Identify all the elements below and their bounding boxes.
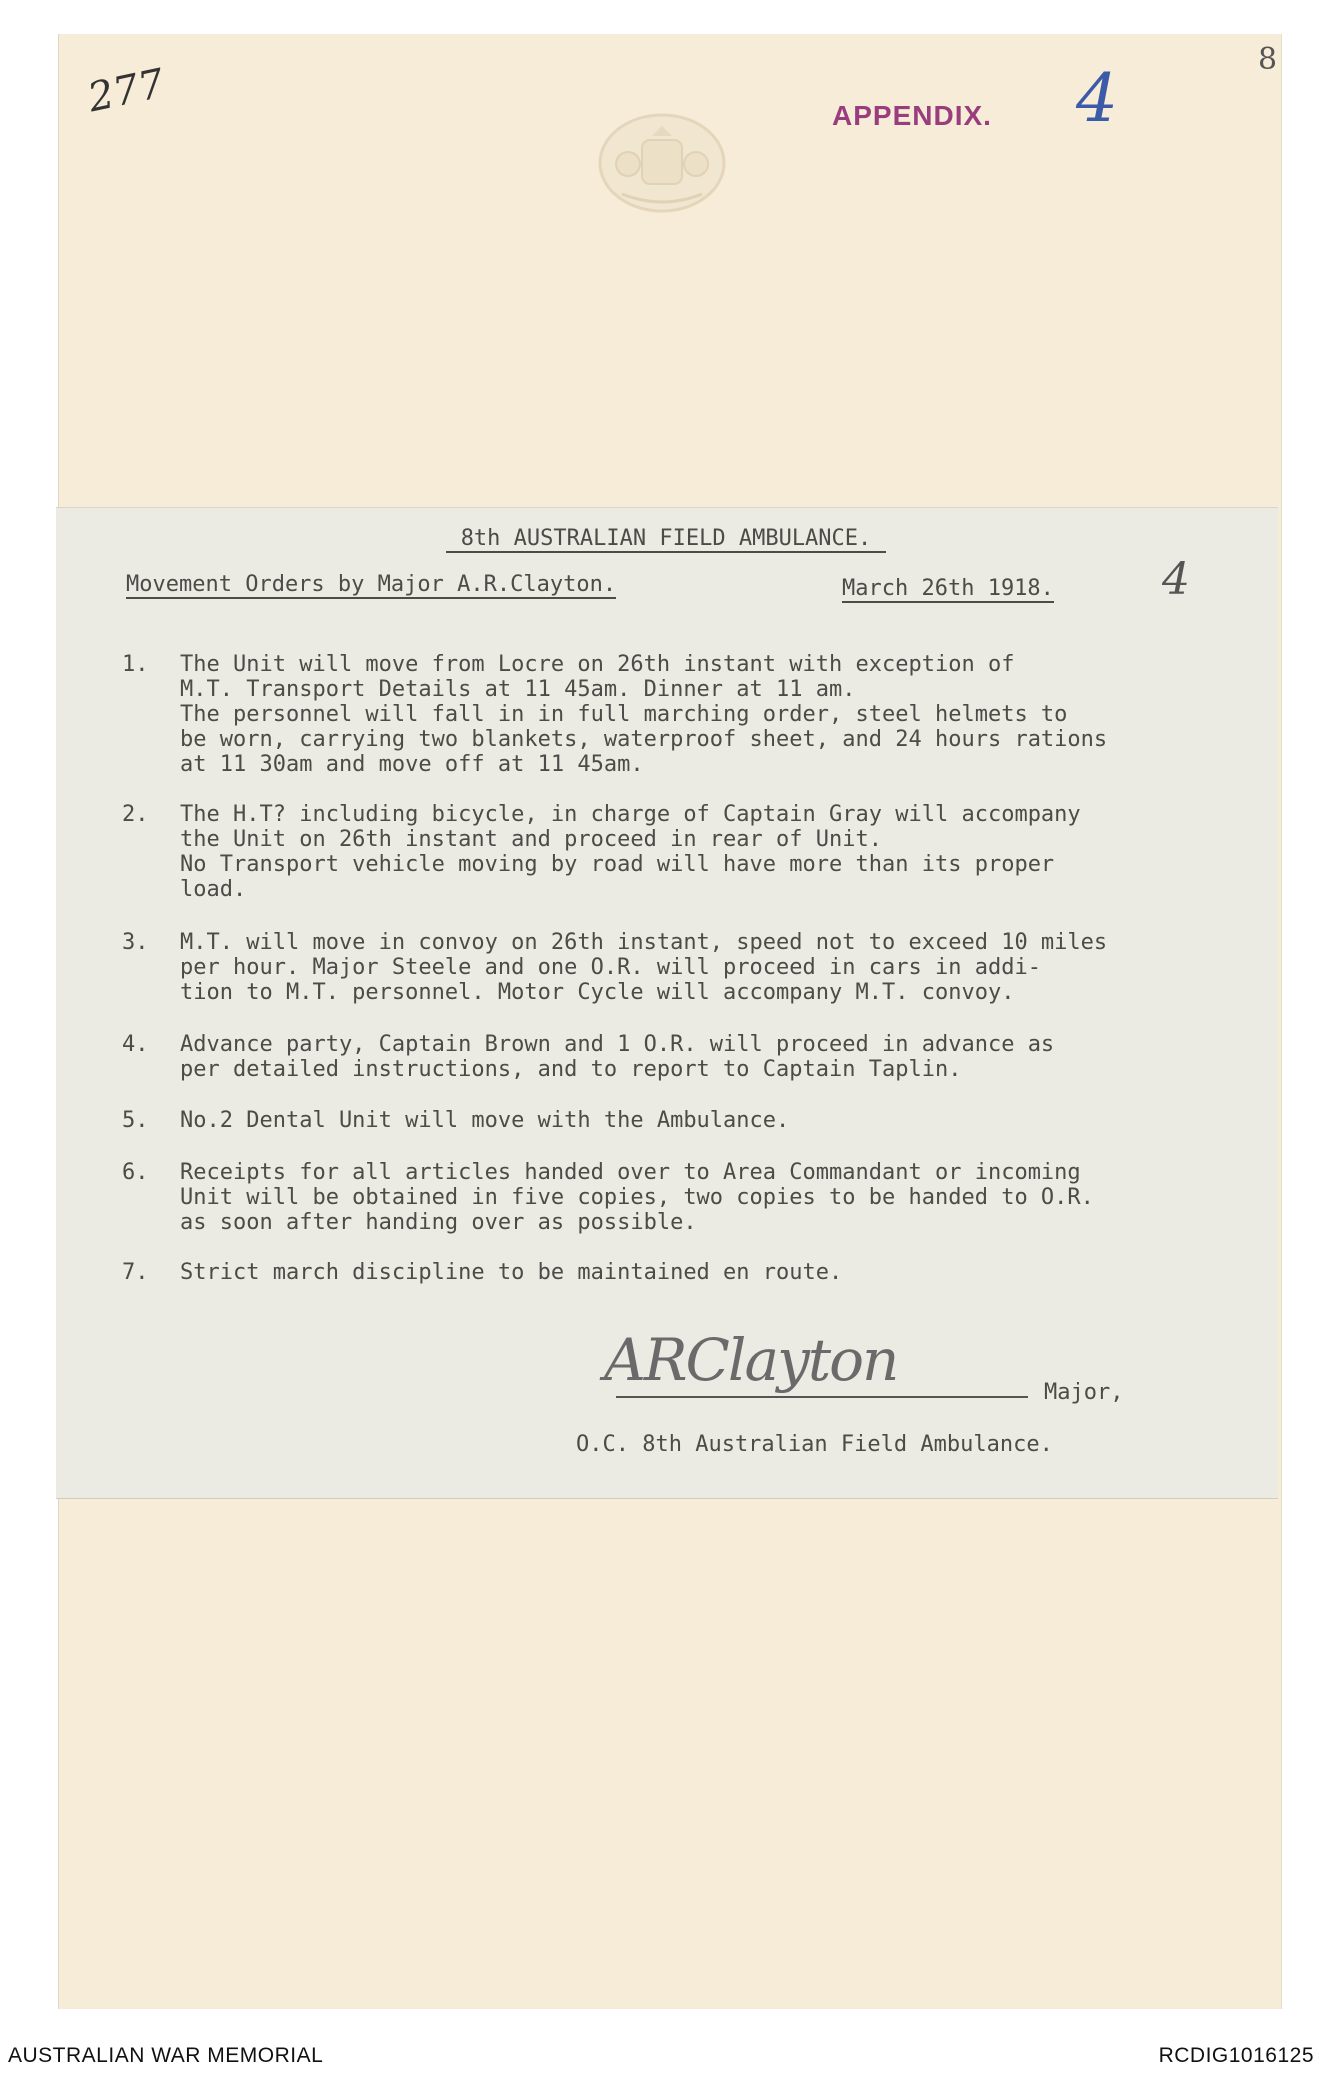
signatory-rank: Major, xyxy=(1044,1380,1124,1405)
order-item-4 xyxy=(122,1032,1262,1082)
item-number: 2. xyxy=(122,802,149,827)
signature-line xyxy=(616,1396,1028,1398)
footer-institution: AUSTRALIAN WAR MEMORIAL xyxy=(8,2044,324,2067)
order-item-3 xyxy=(122,930,1262,1005)
item-text: No.2 Dental Unit will move with the Ambulance. xyxy=(180,1108,790,1133)
order-item-7 xyxy=(122,1260,1262,1285)
document-heading: Movement Orders by Major A.R.Clayton. xyxy=(126,572,617,597)
item-text: Receipts for all articles handed over to Area Commandant or incoming Unit will be obtained in five copies, two copies to be handed to O.R. as soon after handing over as possible. xyxy=(180,1160,1094,1235)
order-item-5 xyxy=(122,1108,1262,1133)
item-number: 7. xyxy=(122,1260,149,1285)
order-item-1 xyxy=(122,652,1262,777)
item-number: 6. xyxy=(122,1160,149,1185)
embossed-crest-icon xyxy=(592,108,732,218)
order-item-6 xyxy=(122,1160,1262,1235)
document-title: 8th AUSTRALIAN FIELD AMBULANCE. xyxy=(446,526,886,553)
item-number: 1. xyxy=(122,652,149,677)
item-number: 3. xyxy=(122,930,149,955)
handwritten-signature: ARClayton xyxy=(604,1326,898,1394)
item-text: Advance party, Captain Brown and 1 O.R. will proceed in advance as per detailed instructions, and to report to Captain Taplin. xyxy=(180,1032,1055,1082)
signatory-title: O.C. 8th Australian Field Ambulance. xyxy=(576,1432,1053,1457)
movement-orders-sheet xyxy=(56,508,1278,1498)
page-number: 8 xyxy=(1258,42,1278,77)
handwritten-margin-mark: 4 xyxy=(1162,554,1190,605)
item-text: Strict march discipline to be maintained en route. xyxy=(180,1260,843,1285)
footer-record-id: RCDIG1016125 xyxy=(1158,2044,1314,2067)
item-number: 4. xyxy=(122,1032,149,1057)
item-text: The H.T? including bicycle, in charge of Captain Gray will accompany the Unit on 26th instant and proceed in rear of Unit. No Transport vehicle moving by road will have more than its proper load. xyxy=(180,802,1081,902)
item-text: The Unit will move from Locre on 26th instant with exception of M.T. Transport Details at 11 45am. Dinner at 11 am. The personnel will fall in in full marching order, steel helmets to be worn, carrying two blankets, waterproof sheet, and 24 hours rations at 11 30am and move off at 11 45am. xyxy=(180,652,1108,777)
document-date: March 26th 1918. xyxy=(842,576,1054,601)
item-number: 5. xyxy=(122,1108,149,1133)
appendix-number: 4 xyxy=(1076,60,1118,137)
folio-number: 277 xyxy=(84,60,169,122)
item-text: M.T. will move in convoy on 26th instant, speed not to exceed 10 miles per hour. Major Steele and one O.R. will proceed in cars in addi- tion to M.T. personnel. Motor Cycle will accompany M.T. convoy. xyxy=(180,930,1108,1005)
order-item-2 xyxy=(122,802,1262,902)
appendix-stamp: APPENDIX. xyxy=(832,100,992,131)
